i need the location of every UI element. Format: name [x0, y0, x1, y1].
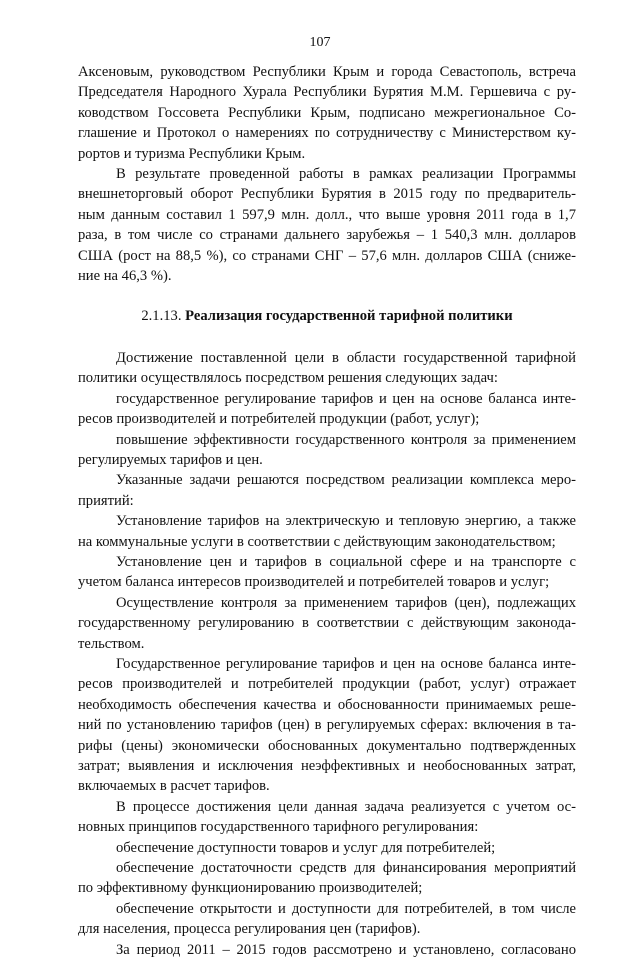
text-line: необходимость обеспечения качества и обоснованности принимаемых реше- — [78, 696, 576, 713]
text-line: раза, в том числе со странами дальнего зарубежья – 1 540,3 млн. долларов — [78, 227, 576, 244]
page-body — [78, 62, 576, 960]
text-line: включаемых в расчет тарифов. — [78, 778, 270, 795]
text-line: ний по установлению тарифов (цен) в регулируемых сферах: включения в та- — [78, 717, 576, 734]
text-line: ресов производителей и потребителей продукции (работ, услуг); — [78, 411, 480, 428]
text-line: Председателя Народного Хурала Республики Бурятия М.М. Гершевича с ру- — [78, 84, 576, 101]
text-line: Государственное регулирование тарифов и цен на основе баланса инте- — [116, 655, 576, 672]
text-line: глашение и Протокол о намерениях по сотрудничеству с Министерством ку- — [78, 125, 576, 142]
text-line: государственное регулирование тарифов и цен на основе баланса инте- — [116, 390, 576, 407]
text-line: Аксеновым, руководством Республики Крым и города Севастополь, встреча — [78, 64, 576, 80]
text-line: Достижение поставленной цели в области государственной тарифной — [116, 349, 576, 366]
page-number: 107 — [309, 35, 331, 50]
text-line: рортов и туризма Республики Крым. — [78, 145, 306, 162]
text-line: обеспечение открытости и доступности для потребителей, в том числе — [116, 900, 576, 917]
text-line: ным данным составил 1 597,9 млн. долл., что выше уровня 2011 года в 1,7 — [78, 206, 576, 223]
text-line: В результате проведенной работы в рамках реализации Программы — [116, 166, 576, 183]
text-block-top — [78, 62, 576, 286]
text-line: ресов производителей и потребителей продукции (работ, услуг) отражает — [78, 676, 576, 693]
text-line: США (рост на 88,5 %), со странами СНГ – 57,6 млн. долларов США (сниже- — [78, 247, 576, 264]
text-line: обеспечение доступности товаров и услуг для потребителей; — [116, 839, 496, 856]
section-title: Реализация государственной тарифной политики — [185, 308, 513, 325]
text-line: новных принципов государственного тарифного регулирования: — [78, 819, 479, 836]
text-line: рифы (цены) экономически обоснованных документально подтвержденных — [78, 737, 576, 754]
text-line: на коммунальные услуги в соответствии с действующим законодательством; — [78, 533, 556, 550]
section-number: 2.1.13. — [141, 308, 182, 325]
text-line: Указанные задачи решаются посредством реализации комплекса меро- — [116, 472, 576, 489]
text-line: обеспечение достаточности средств для финансирования мероприятий — [116, 860, 576, 877]
text-line: Установление тарифов на электрическую и тепловую энергию, а также — [116, 513, 576, 530]
text-line: повышение эффективности государственного контроля за применением — [116, 431, 576, 448]
text-line: внешнеторговый оборот Республики Бурятия в 2015 году по предваритель- — [78, 186, 576, 203]
text-line: ние на 46,3 %). — [78, 268, 172, 285]
text-line: для населения, процесса регулирования цен (тарифов). — [78, 921, 421, 938]
text-line: тельством. — [78, 635, 145, 652]
text-line: затрат; выявления и исключения неэффективных и необоснованных затрат, — [78, 758, 576, 774]
text-line: приятий: — [78, 492, 134, 509]
section-heading — [78, 306, 576, 326]
text-line: Осуществление контроля за применением тарифов (цен), подлежащих — [116, 594, 576, 611]
text-line: ководством Госсовета Республики Крым, подписано межрегиональное Со- — [78, 104, 576, 121]
text-line: учетом баланса интересов производителей и потребителей товаров и услуг; — [78, 574, 550, 591]
text-line: регулируемых тарифов и цен. — [78, 451, 263, 468]
text-line: За период 2011 – 2015 годов рассмотрено и установлено, согласовано — [116, 941, 576, 958]
text-line: Установление цен и тарифов в социальной сфере и на транспорте с — [116, 553, 576, 570]
text-line: по эффективному функционированию производителей; — [78, 880, 423, 897]
text-line: государственному регулированию в соответствии с действующим законода- — [78, 615, 576, 632]
text-line: политики осуществлялось посредством решения следующих задач: — [78, 370, 498, 387]
text-block-bottom — [78, 348, 576, 960]
text-line: В процессе достижения цели данная задача реализуется с учетом ос- — [116, 798, 576, 815]
